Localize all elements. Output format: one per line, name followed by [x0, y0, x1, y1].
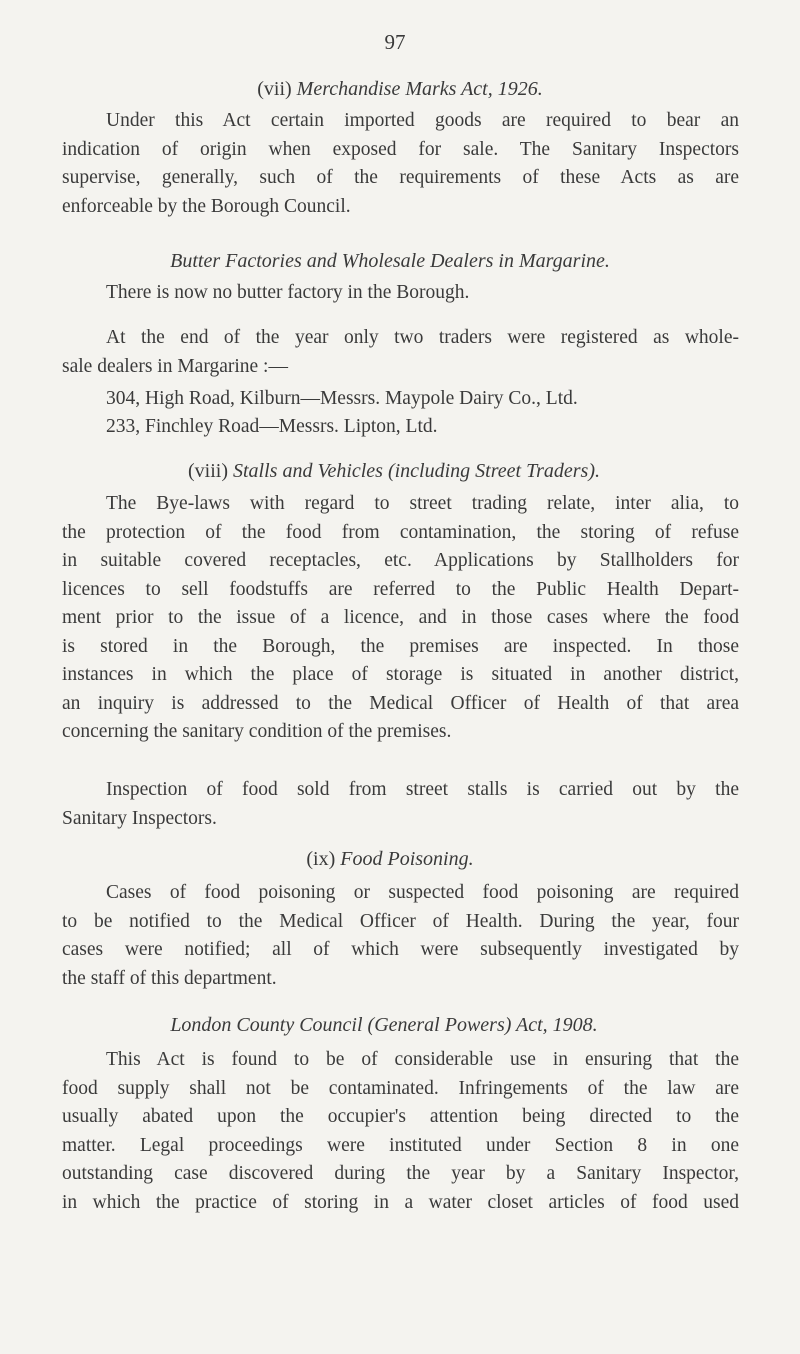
section-title: Butter Factories and Wholesale Dealers in Margarine.	[170, 250, 610, 272]
paragraph-line: At the end of the year only two traders were registered as whole-	[106, 327, 739, 348]
paragraph-line: matter. Legal proceedings were instituted under Section 8 in one	[62, 1134, 739, 1156]
paragraph-line: ment prior to the issue of a licence, and in those cases where the food	[62, 607, 739, 628]
paragraph-line: There is now no butter factory in the Borough.	[106, 282, 470, 303]
section-heading-food-poisoning	[0, 848, 790, 871]
section-heading-merchandise-marks	[0, 78, 800, 101]
paragraph-line: This Act is found to be of considerable use in ensuring that the	[106, 1049, 739, 1070]
paragraph-lcc-act	[62, 1046, 739, 1217]
section-heading-stalls-vehicles	[0, 460, 794, 483]
paragraph-line: the staff of this department.	[62, 967, 277, 989]
paragraph-line: supervise, generally, such of the requirements of these Acts as are	[62, 167, 739, 188]
paragraph-line: cases were notified; all of which were subsequently investigated by	[62, 939, 739, 960]
paragraph-line: licences to sell foodstuffs are referred to the Public Health Depart-	[62, 578, 739, 600]
paragraph-line: enforceable by the Borough Council.	[62, 195, 351, 217]
paragraph-line: Inspection of food sold from street stalls is carried out by the	[106, 779, 739, 800]
dealer-address: 304, High Road, Kilburn—Messrs. Maypole Dairy Co., Ltd.	[106, 388, 578, 409]
paragraph-line: an inquiry is addressed to the Medical Officer of Health of that area	[62, 692, 739, 714]
section-number: (ix)	[306, 848, 336, 870]
paragraph-street-stall-inspection	[62, 776, 739, 833]
paragraph-line: instances in which the place of storage is situated in another district,	[62, 664, 739, 685]
paragraph-line: sale dealers in Margarine :—	[62, 355, 288, 377]
paragraph-line: to be notified to the Medical Officer of Health. During the year, four	[62, 910, 739, 932]
section-title: Stalls and Vehicles (including Street Traders).	[232, 460, 600, 482]
paragraph-line: concerning the sanitary condition of the premises.	[62, 721, 452, 742]
paragraph-line: food supply shall not be contaminated. Infringements of the law are	[62, 1077, 739, 1099]
paragraph-line: Sanitary Inspectors.	[62, 807, 217, 829]
page-number: 97	[384, 30, 406, 54]
paragraph-line: in which the practice of storing in a water closet articles of food used	[62, 1191, 739, 1213]
paragraph-line: in suitable covered receptacles, etc. Applications by Stallholders for	[62, 550, 739, 571]
paragraph-line: the protection of the food from contamination, the storing of refuse	[62, 521, 739, 543]
paragraph-line: Under this Act certain imported goods are required to bear an	[106, 110, 739, 131]
paragraph-butter-factory	[62, 279, 739, 308]
paragraph-line: The Bye-laws with regard to street trading relate, inter alia, to	[106, 493, 739, 514]
section-heading-lcc-act	[0, 1014, 784, 1037]
paragraph-merchandise-marks	[62, 107, 739, 221]
section-number: (viii)	[187, 460, 228, 482]
section-number: (vii)	[257, 78, 292, 100]
paragraph-line: Cases of food poisoning or suspected food poisoning are required	[106, 882, 739, 903]
section-title: London County Council (General Powers) Act, 1908.	[170, 1014, 598, 1036]
paragraph-food-poisoning	[62, 879, 739, 993]
section-title: Merchandise Marks Act, 1926.	[296, 78, 543, 100]
paragraph-line: usually abated upon the occupier's attention being directed to the	[62, 1106, 739, 1127]
section-title: Food Poisoning.	[340, 848, 474, 870]
paragraph-street-trading	[62, 490, 739, 747]
paragraph-margarine-dealers	[62, 324, 739, 381]
dealer-address: 233, Finchley Road—Messrs. Lipton, Ltd.	[106, 416, 438, 437]
paragraph-line: is stored in the Borough, the premises are inspected. In those	[62, 635, 739, 657]
section-heading-butter-factories	[0, 250, 790, 273]
paragraph-line: outstanding case discovered during the year by a Sanitary Inspector,	[62, 1163, 739, 1184]
paragraph-line: indication of origin when exposed for sale. The Sanitary Inspectors	[62, 138, 739, 160]
